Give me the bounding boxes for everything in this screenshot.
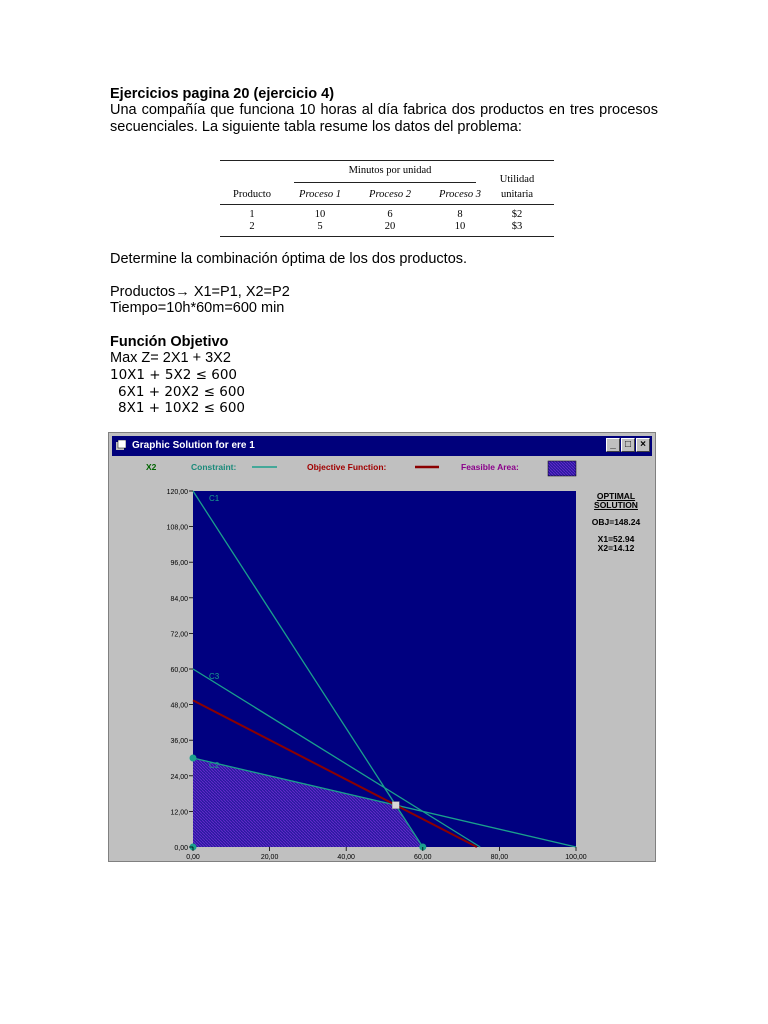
solution-title-2: SOLUTION xyxy=(594,500,638,510)
table-cell: 1 xyxy=(249,209,255,220)
constraint-1: 10X1 + 5X2 ≤ 600 xyxy=(110,367,237,383)
constraint-label: C3 xyxy=(209,672,220,681)
constraint-label: C1 xyxy=(209,494,220,503)
y-tick-label: 60,00 xyxy=(170,667,188,674)
table-process3-header: Proceso 3 xyxy=(439,189,481,200)
graph-chart xyxy=(109,433,655,861)
solution-x2: X2=14.12 xyxy=(597,543,635,553)
x-tick-label: 60,00 xyxy=(414,854,432,861)
question-text: Determine la combinación óptima de los dos productos. xyxy=(110,251,468,267)
table-group-header: Minutos por unidad xyxy=(348,165,432,176)
table-cell: 6 xyxy=(387,209,393,220)
x-tick-label: 100,00 xyxy=(565,854,587,861)
table-cell: $3 xyxy=(511,221,523,232)
table-cell: 20 xyxy=(384,221,396,232)
constraint-label: C2 xyxy=(209,761,220,770)
table-bottom-rule xyxy=(220,236,554,237)
table-process2-header: Proceso 2 xyxy=(369,189,411,200)
time-line: Tiempo=10h*60m=600 min xyxy=(110,300,285,316)
variables-prefix: Productos xyxy=(110,284,176,300)
process-table xyxy=(220,158,554,238)
vertex-marker xyxy=(190,755,197,762)
x2-axis-label: X2 xyxy=(146,462,157,472)
solution-title-1: OPTIMAL xyxy=(596,491,636,501)
table-cell: $2 xyxy=(511,209,523,220)
y-tick-label: 24,00 xyxy=(170,773,188,781)
window-title: Graphic Solution for ere 1 xyxy=(132,440,255,451)
y-tick-label: 120,00 xyxy=(166,489,188,496)
feasible-swatch xyxy=(548,461,576,476)
close-button[interactable]: × xyxy=(636,438,650,452)
y-tick-label: 36,00 xyxy=(170,738,188,746)
y-tick-label: 12,00 xyxy=(170,809,188,817)
table-process1-header: Proceso 1 xyxy=(299,189,341,200)
table-cell: 10 xyxy=(314,209,326,220)
table-header-rule xyxy=(220,204,554,205)
exercise-heading: Ejercicios pagina 20 (ejercicio 4) xyxy=(110,86,335,102)
constraint-3: 8X1 + 10X2 ≤ 600 xyxy=(118,400,245,416)
table-cell: 5 xyxy=(317,221,323,232)
x-tick-label: 80,00 xyxy=(490,854,509,861)
optimal-point-marker xyxy=(392,802,399,809)
table-cell: 8 xyxy=(457,209,463,220)
x-tick-label: 0,00 xyxy=(186,854,200,861)
solution-objective: OBJ=148.24 xyxy=(591,517,641,527)
problem-statement: Una compañía que funciona 10 horas al día fabrica dos productos en tres procesos secuenciales. La siguiente tabla resume los datos del problema: xyxy=(110,102,658,135)
table-cell: 2 xyxy=(249,221,255,232)
table-profit-header-2: unitaria xyxy=(500,189,534,200)
y-tick-label: 84,00 xyxy=(170,595,188,603)
y-tick-label: 72,00 xyxy=(170,631,188,639)
variables-line xyxy=(110,284,658,301)
table-top-rule xyxy=(220,160,554,161)
table-cell: 10 xyxy=(454,221,466,232)
y-tick-label: 0,00 xyxy=(174,845,188,852)
graphic-solution-window xyxy=(108,432,656,862)
x-tick-label: 20,00 xyxy=(260,854,279,861)
maximize-button[interactable]: □ xyxy=(621,438,635,452)
constraint-2: 6X1 + 20X2 ≤ 600 xyxy=(118,384,245,400)
legend-constraint: Constraint: xyxy=(191,462,237,472)
objective-heading: Función Objetivo xyxy=(110,334,229,350)
table-profit-header-1: Utilidad xyxy=(499,174,535,185)
variables-definition: X1=P1, X2=P2 xyxy=(189,284,290,300)
y-tick-label: 96,00 xyxy=(170,560,188,568)
objective-function: Max Z= 2X1 + 3X2 xyxy=(110,350,231,366)
minimize-button[interactable]: _ xyxy=(606,438,620,452)
arrow-right-icon: → xyxy=(175,284,190,300)
x-tick-label: 40,00 xyxy=(337,854,355,861)
table-product-header: Producto xyxy=(233,189,271,200)
legend-objective: Objective Function: xyxy=(307,462,387,472)
table-group-rule xyxy=(294,182,476,183)
y-tick-label: 48,00 xyxy=(170,702,188,710)
y-tick-label: 108,00 xyxy=(166,524,188,532)
solution-x1: X1=52.94 xyxy=(597,534,635,544)
legend-feasible: Feasible Area: xyxy=(461,462,519,472)
